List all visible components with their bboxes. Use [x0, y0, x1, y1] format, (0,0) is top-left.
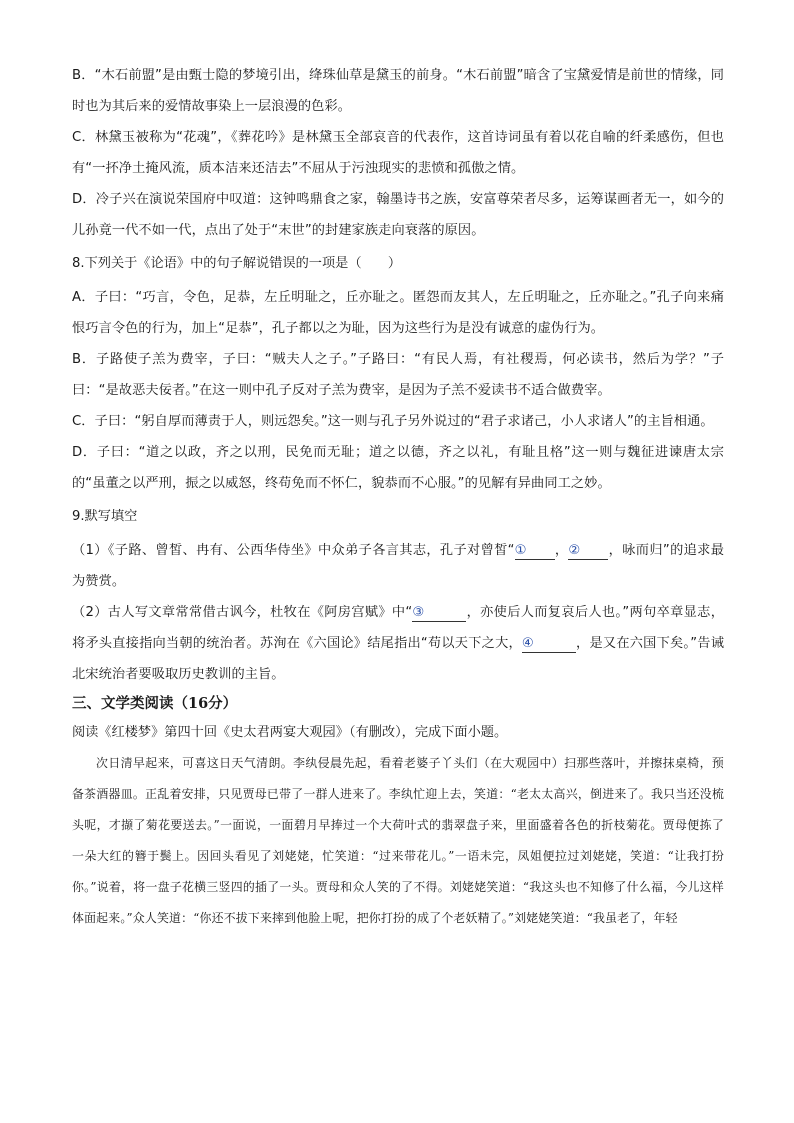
q9-item-2 [72, 597, 724, 690]
q8-option-d: D．子曰：“道之以政，齐之以刑，民免而无耻；道之以德，齐之以礼，有耻且格”这一则与魏征进谏唐太宗的“虽董之以严刑，振之以威怒，终苟免而不怀仁，貌恭而不心服。”的见解有异曲同工之妙。 [72, 445, 724, 491]
q9-item-2-text-c: ，是又在六国下矣。”告诫北宋统治者要吸取历史教训的主旨。 [72, 636, 725, 682]
q7-option-c: C．林黛玉被称为“花魂”，《葬花吟》是林黛玉全部哀音的代表作，这首诗词虽有着以花自喻的纤柔感伤，但也有“一抔净土掩风流，质本洁来还洁去”不屈从于污浊现实的悲愤和孤傲之情。 [72, 130, 724, 176]
answer-blank-4[interactable]: ④ [522, 636, 576, 653]
q9-stem: 9.默写填空 [72, 509, 138, 524]
q9-item-1-text-a: （1）《子路、曾皙、冉有、公西华侍坐》中众弟子各言其志，孔子对曾皙“ [72, 543, 515, 558]
exam-page [72, 60, 724, 934]
q8-stem: 8.下列关于《论语》中的句子解说错误的一项是（ ） [72, 256, 402, 271]
answer-blank-2[interactable]: ② [568, 543, 608, 560]
q9-item-1 [72, 535, 724, 597]
section-3-title: 三、文学类阅读（16分） [72, 695, 238, 712]
q8-option-a: A．子曰：“巧言，令色，足恭，左丘明耻之，丘亦耻之。匿怨而友其人，左丘明耻之，丘亦耻之。”孔子向来痛恨巧言令色的行为，加上“足恭”，孔子都以之为耻，因为这些行为是没有诚意的虚伪行为。 [72, 290, 724, 336]
q8-option-b: B．子路使子羔为费宰，子曰：“贼夫人之子。”子路曰：“有民人焉，有社稷焉，何必读书，然后为学？”子曰：“是故恶夫佞者。”在这一则中孔子反对子羔为费宰，是因为子羔不爱读书不适合做费宰。 [72, 352, 724, 398]
q8-option-c: C．子曰：“躬自厚而薄责于人，则远怨矣。”这一则与孔子另外说过的“君子求诸己，小人求诸人”的主旨相通。 [72, 414, 714, 429]
q9-item-1-text-b: ，咏而归”的追求最为赞赏。 [72, 543, 724, 589]
section-3-instruction: 阅读《红楼梦》第四十回《史太君两宴大观园》（有删改），完成下面小题。 [72, 725, 508, 740]
q7-option-b: B．“木石前盟”是由甄士隐的梦境引出，绛珠仙草是黛玉的前身。“木石前盟”暗含了宝黛爱情是前世的情缘，同时也为其后来的爱情故事染上一层浪漫的色彩。 [72, 68, 724, 114]
q9-item-2-text-a: （2）古人写文章常常借古讽今，杜牧在《阿房宫赋》中“ [72, 605, 413, 620]
q9-item-1-sep: ， [554, 543, 569, 558]
q7-option-d: D．冷子兴在演说荣国府中叹道：这钟鸣鼎食之家，翰墨诗书之族，安富尊荣者尽多，运筹谋画者无一，如今的儿孙竟一代不如一代，点出了处于“末世”的封建家族走向衰落的原因。 [72, 192, 724, 238]
q9-item-2-text-b: ，亦使后人而复哀后人也。”两句卒章显志，将矛头直接指向当朝的统治者。苏洵在《六国论》结尾指出“苟以天下之大， [72, 605, 725, 651]
reading-passage: 次日清早起来，可喜这日天气清朗。李纨侵晨先起，看着老婆子丫头们（在大观园中）扫那些落叶，并擦抹桌椅，预备茶酒器皿。正乱着安排，只见贾母已带了一群人进来了。李纨忙迎上去，笑道：“老太太高兴，倒进来了。我只当还没梳头呢，才撷了菊花要送去。”一面说，一面碧月早捧过一个大荷叶式的翡翠盘子来，里面盛着各色的折枝菊花。贾母便拣了一朵大红的簪于鬓上。因回头看见了刘姥姥，忙笑道：“过来带花儿。”一语未完，凤姐便拉过刘姥姥，笑道：“让我打扮你。”说着，将一盘子花横三竖四的插了一头。贾母和众人笑的了不得。刘姥姥笑道：“我这头也不知修了什么福，今儿这样体面起来。”众人笑道：“你还不拔下来摔到他脸上呢，把你打扮的成了个老妖精了。”刘姥姥笑道：“我虽老了，年轻 [72, 756, 724, 925]
answer-blank-3[interactable]: ③ [412, 605, 466, 622]
answer-blank-1[interactable]: ① [515, 543, 555, 560]
